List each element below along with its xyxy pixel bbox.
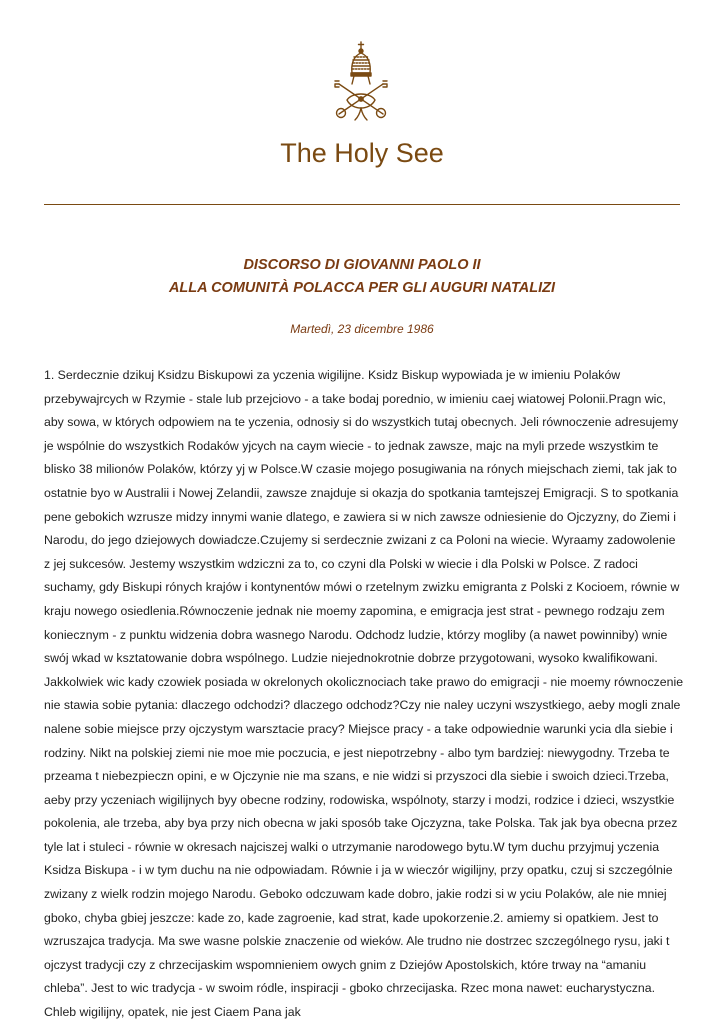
document-body: 1. Serdecznie dzikuj Ksidzu Biskupowi za yczenia wigilijne. Ksidz Biskup wypowiada je w imieniu Polaków przebywajrcych w Rzymie - stale lub przejciovo - a take bodaj porednio, w imieniu caej wiatowej Polonii.Pragn wic, aby sowa, w których odpowiem na te yczenia, odnosiy si do wszystkich tutaj obecnych. Jeli równoczenie adresujemy je wspólnie do wszystkich Rodaków yjcych na caym wiecie - to jednak zawsze, majc na myli przede wszystkim te blisko 38 milionów Polaków, którzy yj w Polsce.W czasie mojego posugiwania na rónych miejschach ziemi, tak jak to ostatnie byo w Australii i Nowej Zelandii, zawsze znajduje si okazja do spotkania tamtejszej Emigracji. S to spotkania pene gebokich wzrusze midzy innymi wanie dlatego, e zawiera si w nich zawsze odniesienie do Ojczyzny, do Ziemi i Narodu, do jego dziejowych dowiadcze.Czujemy si serdecznie zwizani z ca Poloni na wiecie. Wyraamy zadowolenie z jej sukcesów. Jestemy wszystkim wdziczni za to, co czyni dla Polski w wiecie i dla Polski w Polsce. Z radoci suchamy, gdy Biskupi rónych krajów i kontynentów mówi o rzetelnym zwizku emigranta z Polski z Kocioem, równie w kraju nowego osiedlenia.Równoczenie jednak nie moemy zapomina, e emigracja jest strat - pewnego rodzaju zem koniecznym - z punktu widzenia dobra wasnego Narodu. Odchodz ludzie, którzy mogliby (a nawet powinniby) wnie swój wkad w ksztatowanie dobra wspólnego. Ludzie niejednokrotnie dobrze przygotowani, wysoko kwalifikowani. Jakkolwiek wic kady czowiek posiada w okrelonych okolicznociach take prawo do emigracji - nie moemy równoczenie nie stawia sobie pytania: dlaczego odchodzi? dlaczego odchodz?Czy nie naley uczyni wszystkiego, aeby mogli znale nalene sobie miejsce przy ojczystym warsztacie pracy? Miejsce pracy - a take odpowiednie warunki ycia dla siebie i rodziny. Nikt na polskiej ziemi nie moe mie poczucia, e jest niepotrzebny - albo tym bardziej: niewygodny. Trzeba te przeama t niebezpieczn opini, e w Ojczynie nie ma szans, e nie widzi si przyszoci dla siebie i swoich dzieci.Trzeba, aeby przy yczeniach wigilijnych byy obecne rodziny, rodowiska, wspólnoty, starzy i modzi, rodzice i dzieci, wszystkie pokolenia, ale trzeba, aby bya przy nich obecna w jaki sposób take Ojczyzna, take Polska. Tak jak bya obecna przez tyle lat i stuleci - równie w okresach najciszej walki o utrzymanie narodowego bytu.W tym duchu przyjmuj yczenia Ksidza Biskupa - i w tym duchu na nie odpowiadam. Równie i ja w wieczór wigilijny, przy opatku, czuj si szczególnie zwizany z wielk rodzin mojego Narodu. Geboko odczuwam kade dobro, jakie rodzi si w yciu Polaków, ale nie mniej gboko, chyba gbiej jeszcze: kade zo, kade zagroenie, kad strat, kade upokorzenie.2. amiemy si opatkiem. Jest to wzruszajca tradycja. Ma swe wasne polskie znaczenie od wieków. Ale trudno nie dostrzec szczególnego rysu, jaki t ojczyst tradycji czy z chrzecijaskim wspomnieniem owych gnim z Dziejów Apostolskich, które trway na “amaniu chleba”. Jest to wic tradycja - w swoim ródle, inspiracji - gboko chrzecijaska. Rzec mona nawet: eucharystyczna. Chleb wigilijny, opatek, nie jest Ciaem Pana jak — [44, 368, 684, 1020]
document-title-line2: ALLA COMUNITÀ POLACCA PER GLI AUGURI NATALIZI — [168, 280, 556, 296]
document-title-line1: DISCORSO DI GIOVANNI PAOLO II — [243, 257, 481, 273]
document-date: Martedì, 23 dicembre 1986 — [290, 322, 434, 336]
papal-keys-tiara-icon — [322, 40, 400, 122]
site-title[interactable]: The Holy See — [280, 138, 444, 168]
header-divider — [44, 204, 680, 205]
